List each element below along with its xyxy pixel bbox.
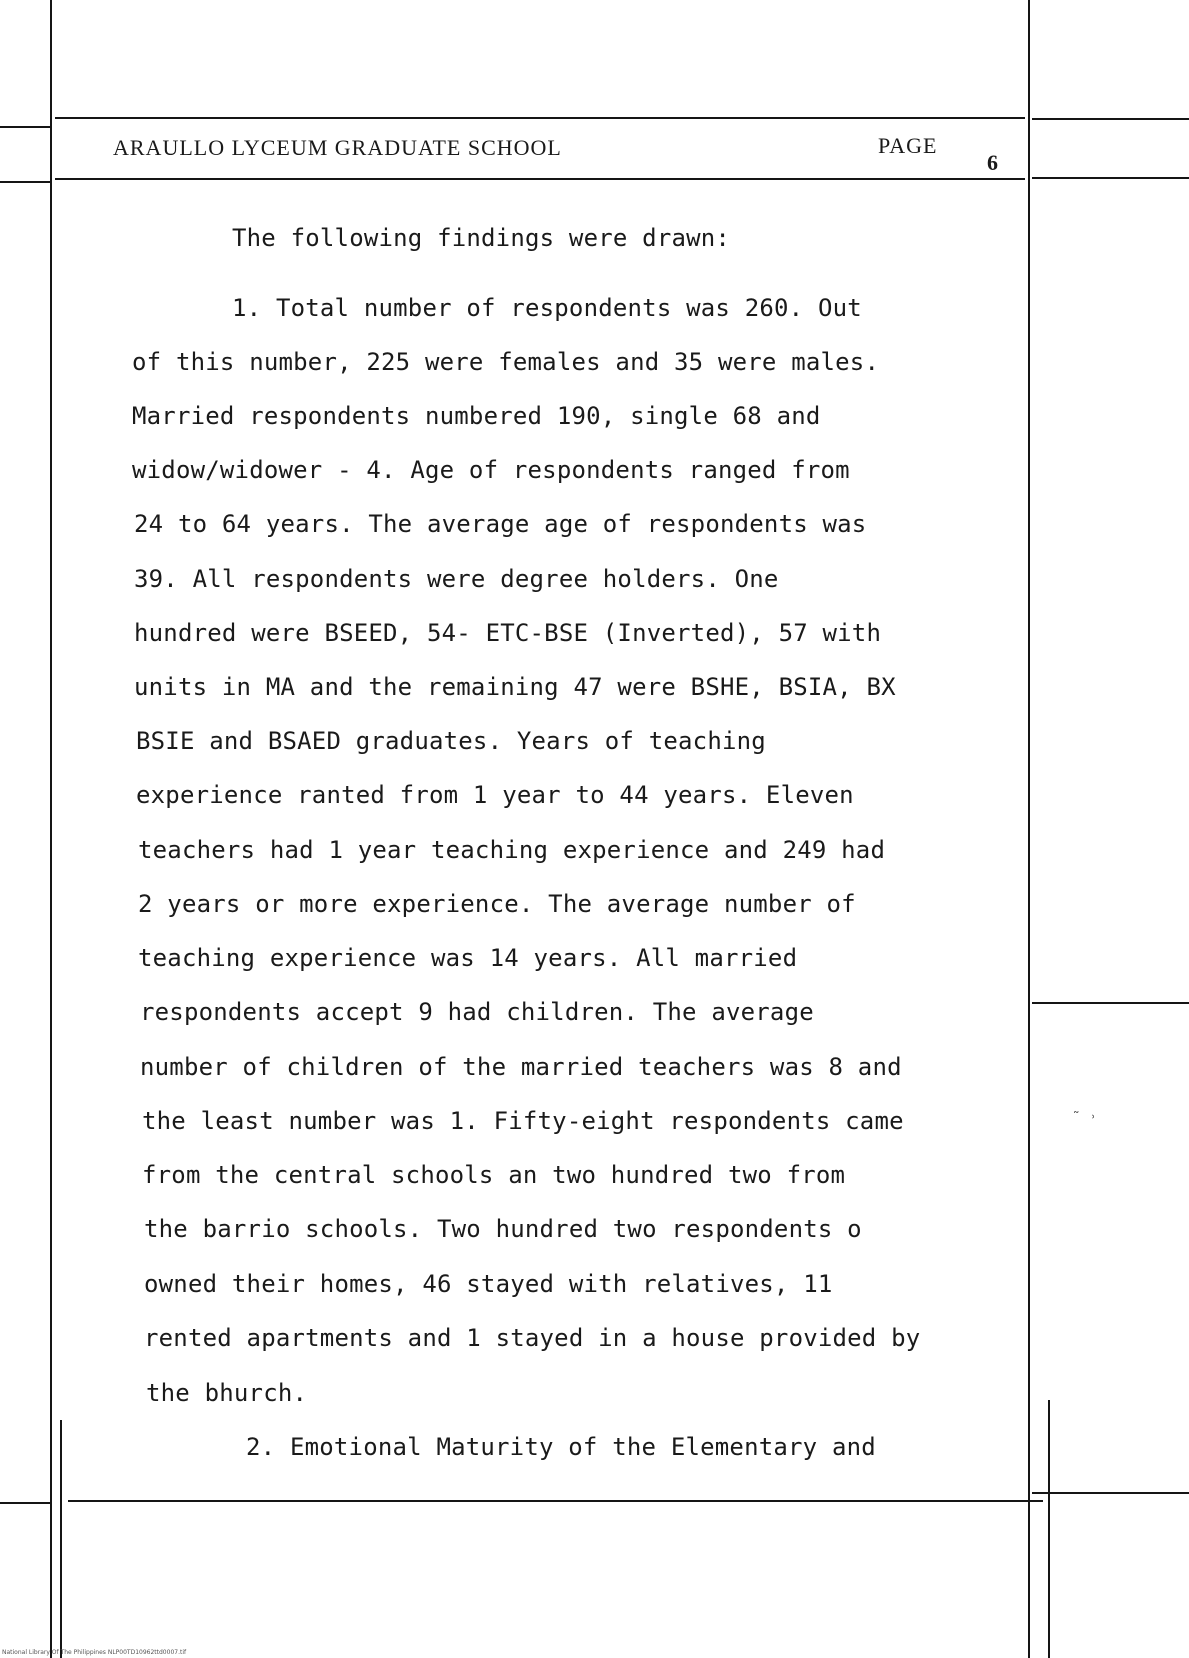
left-edge-mark-header bbox=[0, 181, 50, 183]
body-line: number of children of the married teachers was 8 and bbox=[140, 1053, 902, 1081]
body-line: teaching experience was 14 years. All married bbox=[138, 944, 798, 972]
body-line: units in MA and the remaining 47 were BSHE, BSIA, BX bbox=[134, 673, 896, 701]
right-edge-mark-header bbox=[1032, 177, 1189, 179]
school-name-header: ARAULLO LYCEUM GRADUATE SCHOOL bbox=[113, 135, 562, 160]
body-line: Married respondents numbered 190, single 68 and bbox=[132, 402, 821, 430]
right-edge-mark-top bbox=[1032, 118, 1189, 120]
body-line: 39. All respondents were degree holders. One bbox=[134, 565, 779, 593]
body-line: BSIE and BSAED graduates. Years of teaching bbox=[136, 727, 766, 755]
archive-source-stamp: National Library Of The Philippines NLP00TD10962ttd0007.tif bbox=[2, 1649, 187, 1656]
body-line: 24 to 64 years. The average age of respondents was bbox=[134, 510, 867, 538]
scan-mark: ˜ ˒ bbox=[1072, 1110, 1098, 1126]
header-top-rule bbox=[55, 117, 1025, 119]
right-margin-line bbox=[1028, 0, 1030, 1658]
right-edge-mark-bottom bbox=[1032, 1492, 1189, 1494]
body-line: the bhurch. bbox=[146, 1379, 308, 1407]
header-bottom-rule bbox=[55, 178, 1025, 180]
findings-intro: The following findings were drawn: bbox=[232, 224, 731, 252]
body-line: the least number was 1. Fifty-eight respondents came bbox=[142, 1107, 904, 1135]
inner-left-margin-line bbox=[60, 1420, 62, 1658]
body-line: owned their homes, 46 stayed with relatives, 11 bbox=[144, 1270, 833, 1298]
page-number: 6 bbox=[987, 150, 998, 175]
body-line: 1. Total number of respondents was 260. Out bbox=[232, 294, 862, 322]
page-label: PAGE bbox=[878, 133, 938, 158]
body-line: from the central schools an two hundred two from bbox=[142, 1161, 846, 1189]
body-line: of this number, 225 were females and 35 were males. bbox=[132, 348, 880, 376]
footer-rule bbox=[68, 1500, 1043, 1502]
body-line: teachers had 1 year teaching experience and 249 had bbox=[138, 836, 886, 864]
body-line: the barrio schools. Two hundred two respondents o bbox=[144, 1215, 862, 1243]
outer-right-margin-line bbox=[1048, 1400, 1050, 1658]
body-line: hundred were BSEED, 54- ETC-BSE (Inverted), 57 with bbox=[134, 619, 882, 647]
body-line: 2. Emotional Maturity of the Elementary and bbox=[246, 1433, 876, 1461]
left-edge-mark-bottom bbox=[0, 1502, 50, 1504]
body-line: 2 years or more experience. The average number of bbox=[138, 890, 856, 918]
body-line: widow/widower - 4. Age of respondents ranged from bbox=[132, 456, 850, 484]
body-line: rented apartments and 1 stayed in a house provided by bbox=[144, 1324, 921, 1352]
left-edge-mark-top bbox=[0, 126, 50, 128]
body-line: experience ranted from 1 year to 44 years. Eleven bbox=[136, 781, 854, 809]
left-margin-line bbox=[50, 0, 52, 1658]
right-edge-mark-middle bbox=[1032, 1002, 1189, 1004]
body-line: respondents accept 9 had children. The average bbox=[140, 998, 814, 1026]
